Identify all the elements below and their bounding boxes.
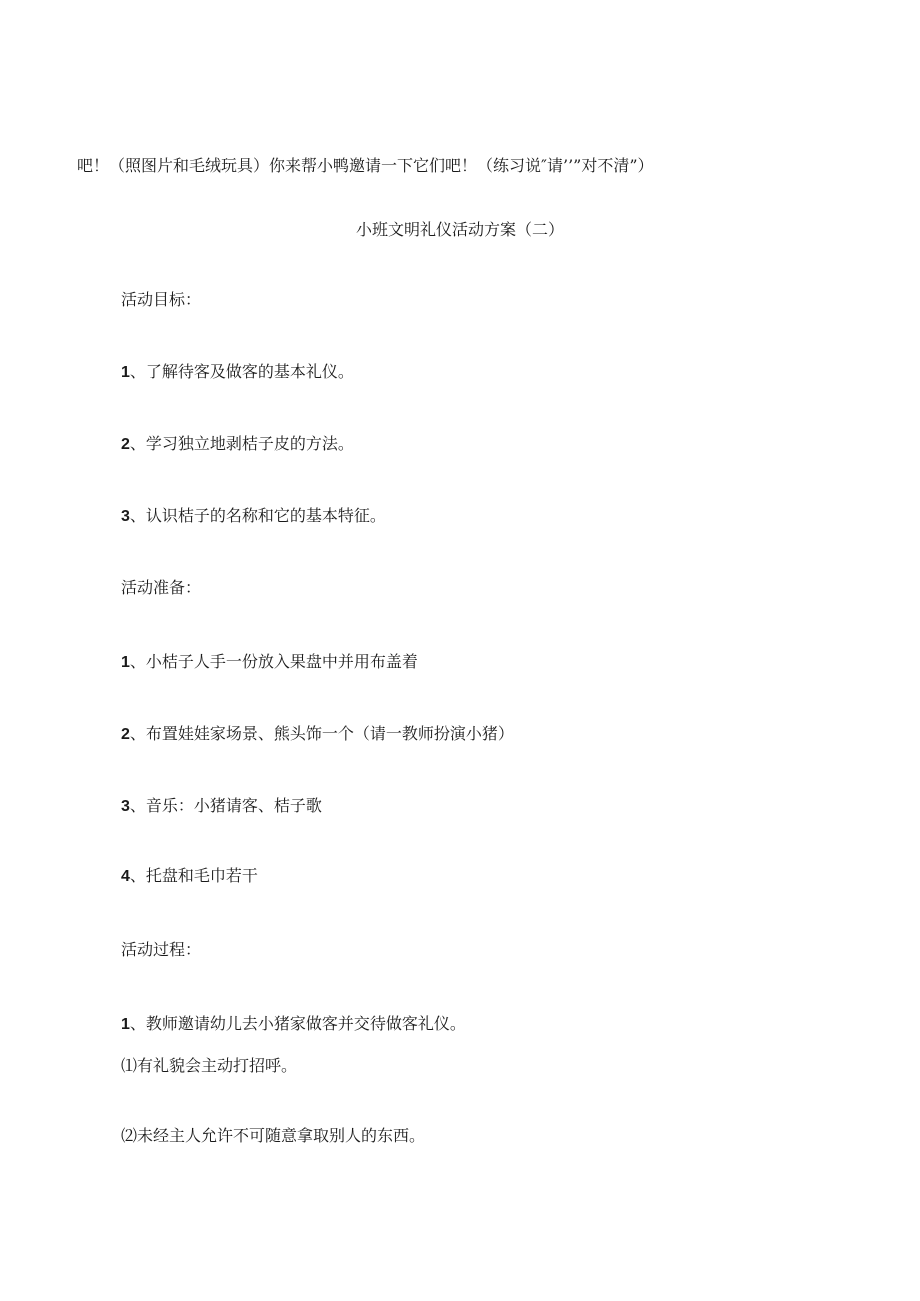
prep-item-4-number: 4 xyxy=(121,868,130,885)
prep-item-2-text: 、布置娃娃家场景、熊头饰一个（请一教师扮演小猪） xyxy=(129,724,514,743)
goal-item-1 xyxy=(121,362,354,383)
goal-item-3-number: 3 xyxy=(121,508,130,525)
goal-item-3 xyxy=(121,506,386,527)
prep-item-3-number: 3 xyxy=(121,798,130,815)
prep-item-2-number: 2 xyxy=(121,726,130,743)
goal-item-2-number: 2 xyxy=(121,436,130,453)
prep-item-2 xyxy=(121,724,514,745)
prep-item-4 xyxy=(121,866,258,887)
prep-item-3 xyxy=(121,796,322,817)
goal-item-2-text: 、学习独立地剥桔子皮的方法。 xyxy=(129,434,354,453)
goal-item-1-number: 1 xyxy=(121,364,130,381)
prep-item-1-number: 1 xyxy=(121,654,130,671)
process-item-1-number: 1 xyxy=(121,1016,130,1033)
process-item-1 xyxy=(121,1014,466,1035)
prep-item-4-text: 、托盘和毛巾若干 xyxy=(129,866,258,885)
prep-item-1-text: 、小桔子人手一份放入果盘中并用布盖着 xyxy=(129,652,418,671)
goal-item-2 xyxy=(121,434,354,455)
process-item-1-text: 、教师邀请幼儿去小猪家做客并交待做客礼仪。 xyxy=(129,1014,466,1033)
document-title: 小班文明礼仪活动方案（二） xyxy=(355,220,564,239)
process-sub-item-2: ⑵未经主人允许不可随意拿取别人的东西。 xyxy=(121,1126,426,1145)
intro-line: 吧！（照图片和毛绒玩具）你来帮小鸭邀请一下它们吧！（练习说″请’’”对不清”） xyxy=(77,156,654,175)
prep-item-3-text: 、音乐：小猪请客、桔子歌 xyxy=(129,796,322,815)
preparation-heading: 活动准备： xyxy=(121,578,202,597)
process-sub-item-1: ⑴有礼貌会主动打招呼。 xyxy=(121,1056,298,1075)
goal-item-3-text: 、认识桔子的名称和它的基本特征。 xyxy=(129,506,386,525)
prep-item-1 xyxy=(121,652,418,673)
goal-item-1-text: 、了解待客及做客的基本礼仪。 xyxy=(129,362,354,381)
process-heading: 活动过程： xyxy=(121,940,202,959)
goals-heading: 活动目标： xyxy=(121,290,202,309)
